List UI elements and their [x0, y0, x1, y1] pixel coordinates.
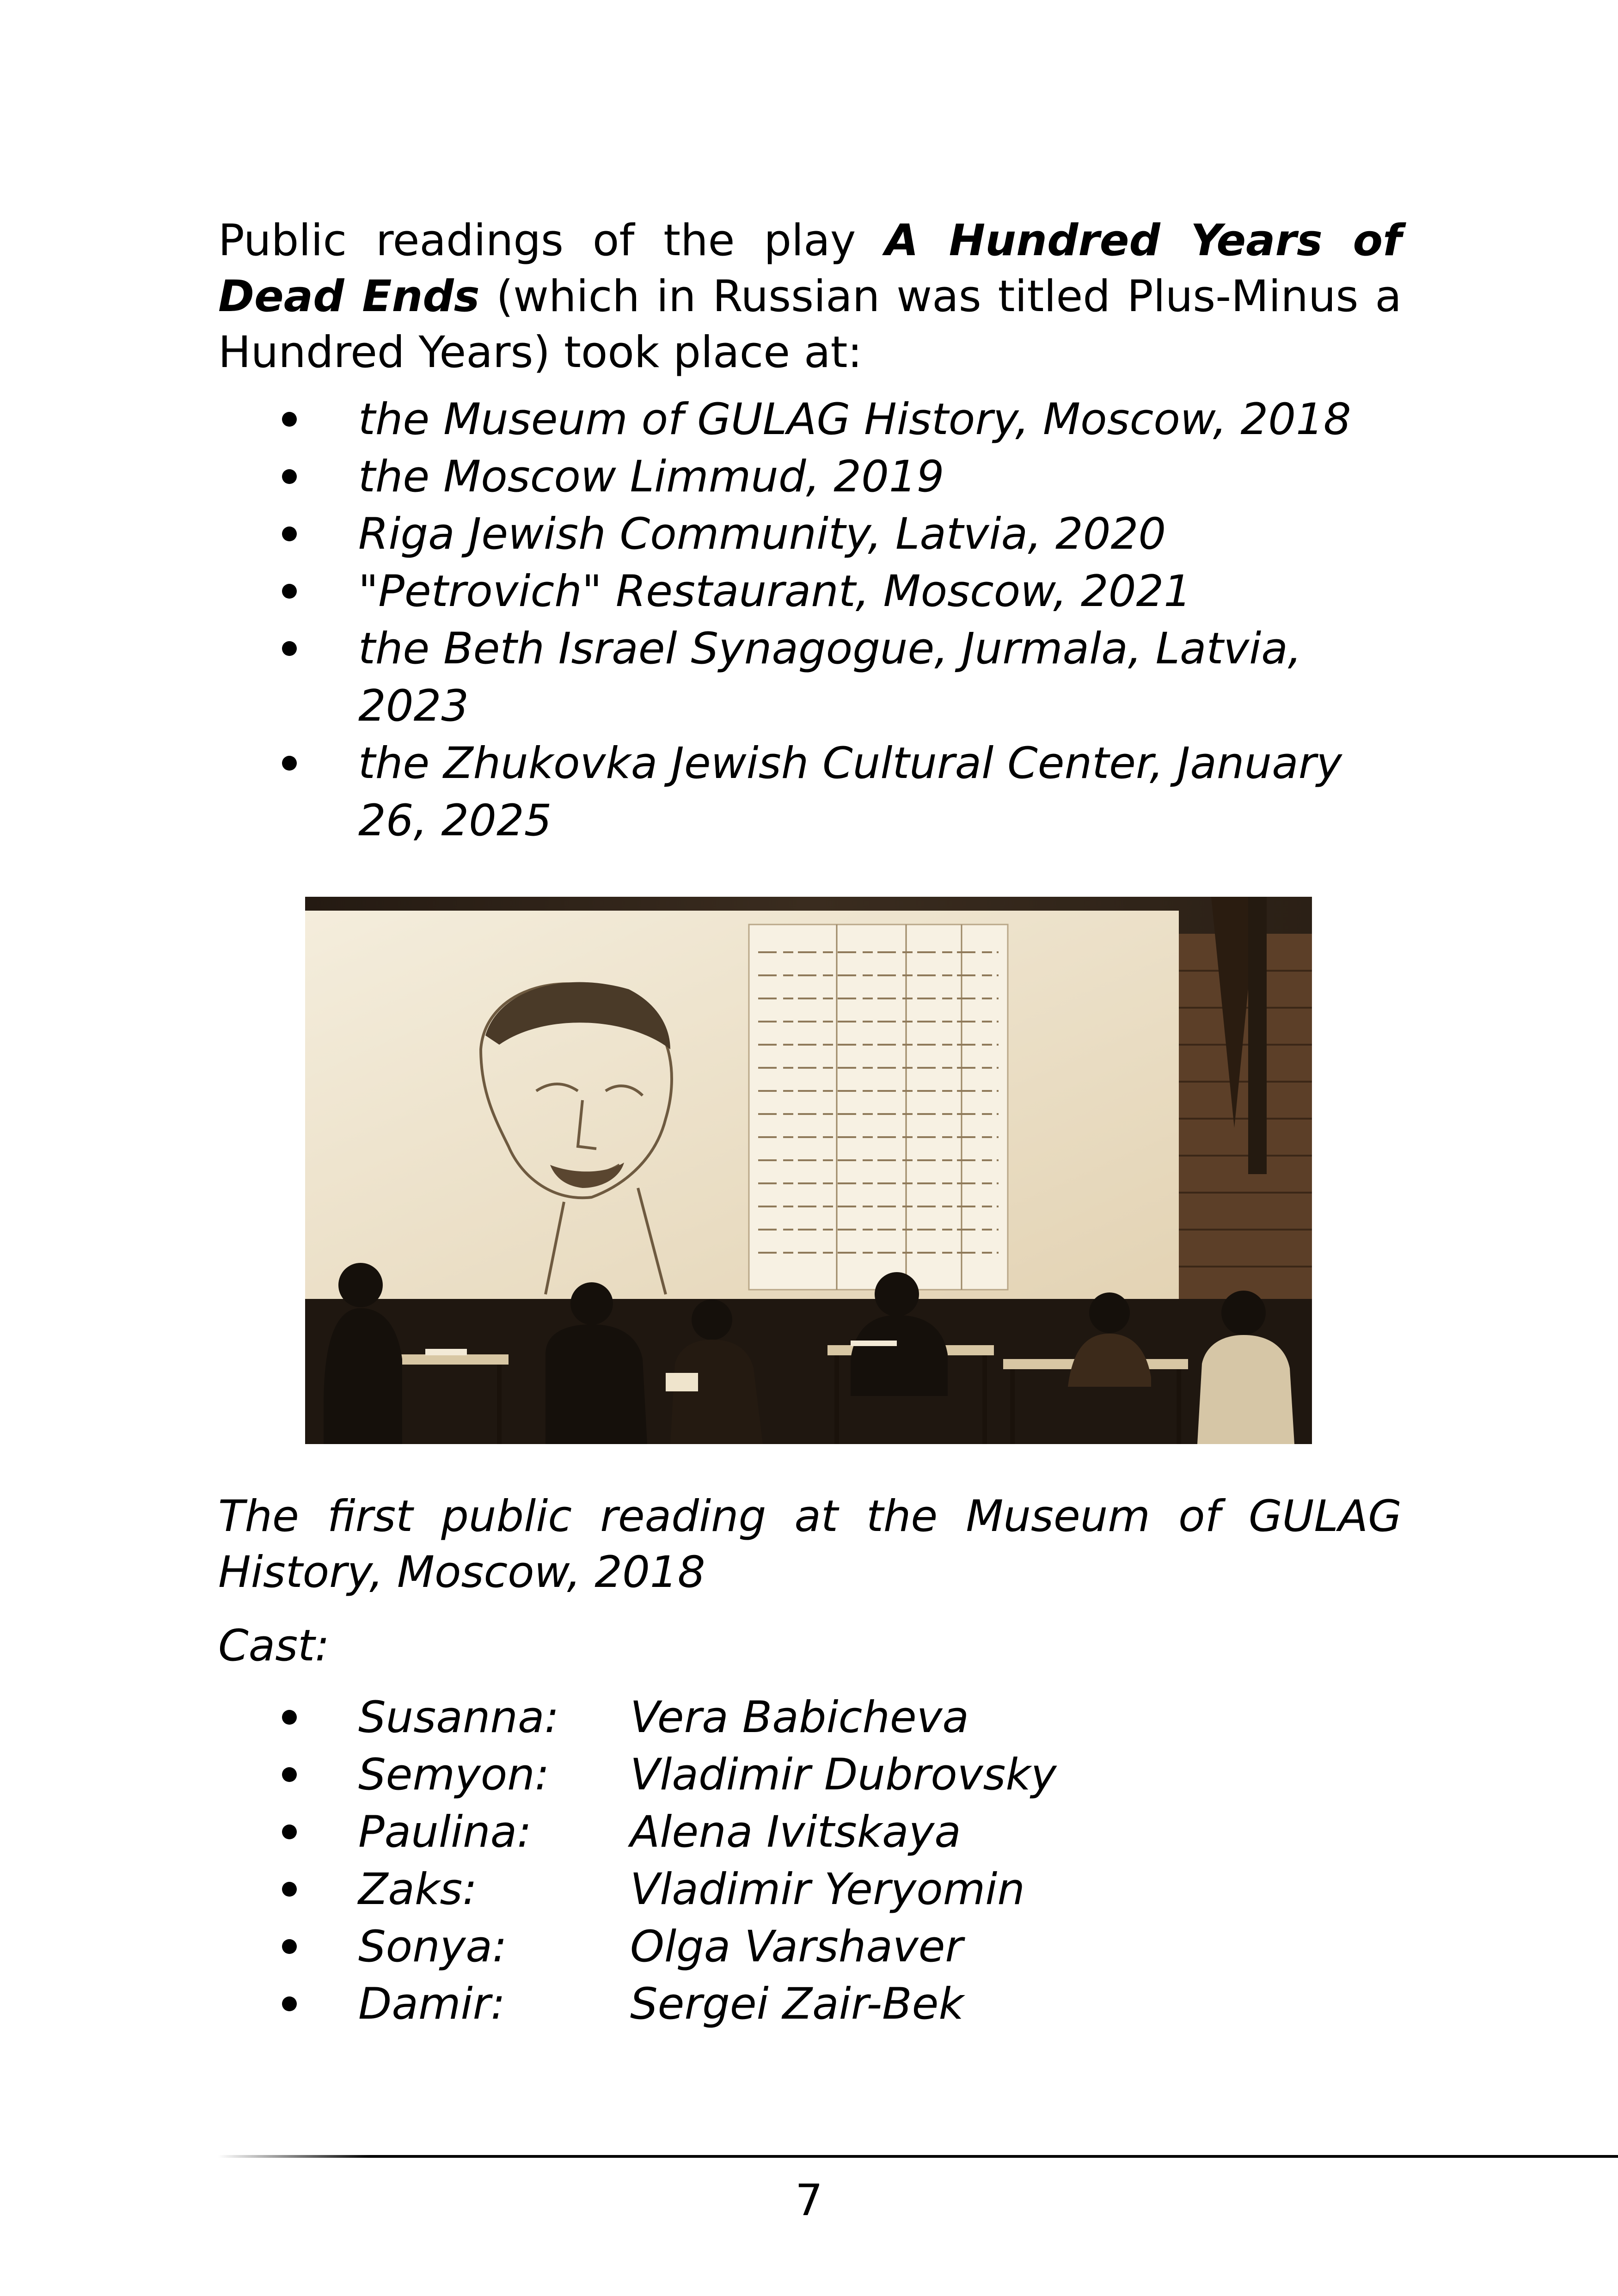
cast-actor: Alena Ivitskaya — [630, 1807, 961, 1857]
bullet-icon — [282, 469, 297, 484]
list-item — [282, 448, 1391, 506]
intro-lead: Public readings of the play — [218, 215, 885, 266]
venue-text: Riga Jewish Community, Latvia, 2020 — [358, 509, 1166, 559]
footer-rule-fade — [218, 2154, 371, 2159]
venue-text: the Museum of GULAG History, Moscow, 2018 — [358, 394, 1351, 445]
cast-role: Paulina: — [358, 1807, 532, 1857]
bullet-icon — [282, 527, 297, 541]
cast-actor: Vladimir Dubrovsky — [630, 1750, 1057, 1800]
bullet-icon — [282, 1825, 297, 1839]
photo-caption: The first public reading at the Museum of GULAG History, Moscow, 2018 — [218, 1491, 1402, 1598]
list-item — [282, 1804, 1299, 1861]
bullet-icon — [282, 641, 297, 656]
bullet-icon — [282, 756, 297, 771]
list-item — [282, 1976, 1299, 2033]
venue-text: "Petrovich" Restaurant, Moscow, 2021 — [358, 566, 1192, 617]
intro-paragraph — [218, 213, 1402, 380]
bullet-icon — [282, 1939, 297, 1954]
cast-role: Zaks: — [358, 1864, 478, 1915]
venue-list — [282, 391, 1391, 850]
bullet-icon — [282, 1882, 297, 1897]
event-photo-image — [305, 897, 1312, 1444]
cast-role: Sonya: — [358, 1922, 507, 1972]
list-item — [282, 1918, 1299, 1976]
cast-role: Semyon: — [358, 1750, 550, 1800]
footer-rule — [218, 2155, 1618, 2158]
cast-list — [282, 1689, 1299, 2033]
page-number: 7 — [795, 2175, 823, 2226]
intro-rest: (which in Russian was titled Plus-Minus a Hundred Years) took place at: — [218, 271, 1402, 378]
cast-heading: Cast: — [218, 1621, 330, 1671]
bullet-icon — [282, 1710, 297, 1725]
cast-actor: Vera Babicheva — [630, 1692, 969, 1743]
list-item — [282, 563, 1391, 620]
cast-actor: Vladimir Yeryomin — [630, 1864, 1025, 1915]
cast-actor: Olga Varshaver — [630, 1922, 963, 1972]
venue-text: the Zhukovka Jewish Cultural Center, January 26, 2025 — [358, 738, 1342, 846]
bullet-icon — [282, 584, 297, 599]
bullet-icon — [282, 1996, 297, 2011]
list-item — [282, 1689, 1299, 1746]
cast-actor: Sergei Zair-Bek — [630, 1979, 964, 2029]
list-item — [282, 620, 1391, 735]
event-photo — [305, 897, 1312, 1444]
list-item — [282, 506, 1391, 563]
list-item — [282, 1861, 1299, 1918]
list-item — [282, 391, 1391, 448]
cast-role: Damir: — [358, 1979, 505, 2029]
bullet-icon — [282, 1767, 297, 1782]
cast-role: Susanna: — [358, 1692, 559, 1743]
venue-text: the Beth Israel Synagogue, Jurmala, Latvia, 2023 — [358, 624, 1302, 731]
list-item — [282, 735, 1391, 850]
bullet-icon — [282, 412, 297, 427]
play-title: A Hundred Years of Dead Ends — [218, 215, 1402, 322]
venue-text: the Moscow Limmud, 2019 — [358, 452, 944, 502]
list-item — [282, 1746, 1299, 1804]
